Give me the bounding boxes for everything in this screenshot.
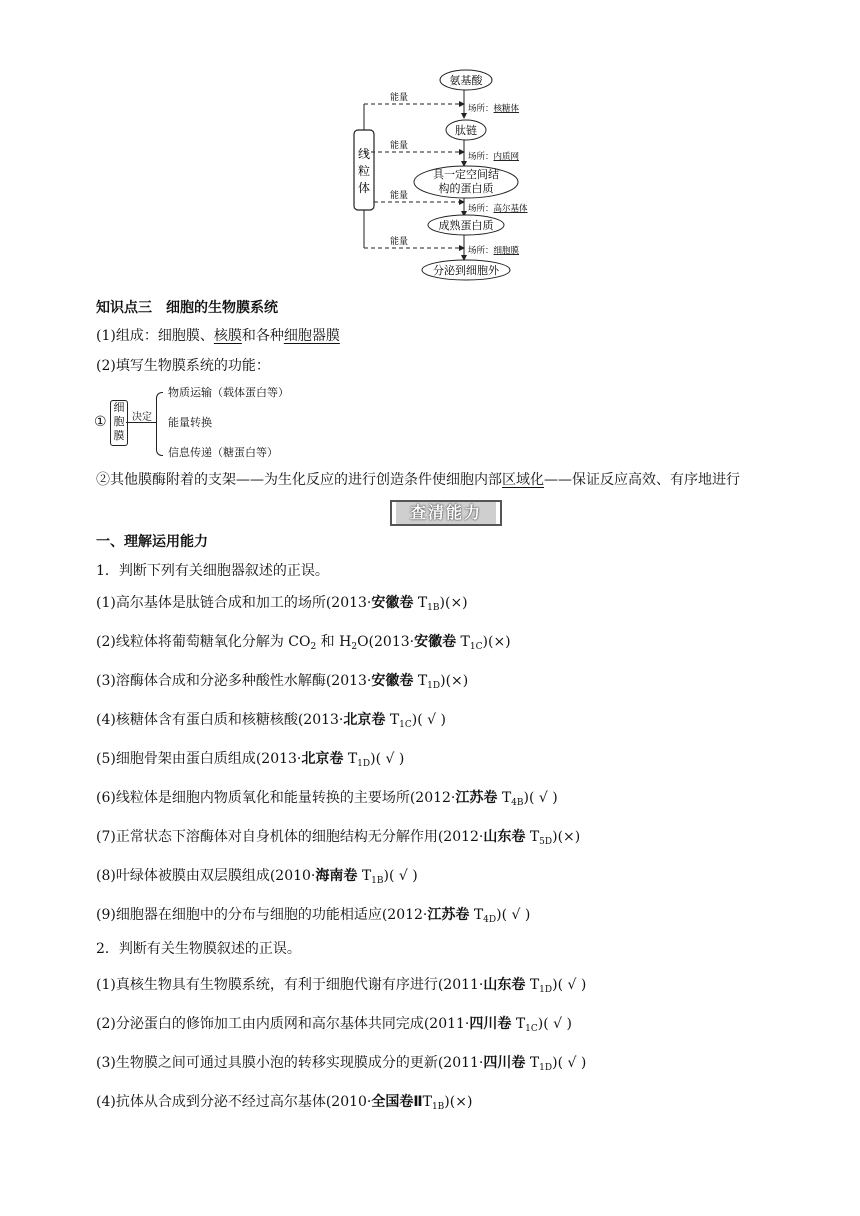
- mature-protein-text: 成熟蛋白质: [438, 219, 494, 232]
- protein-secretion-diagram: [340, 62, 560, 284]
- judgement-item: (3)生物膜之间可通过具膜小泡的转移实现膜成分的更新(2011·四川卷 $T_{1D}$)( √ ): [96, 1055, 587, 1073]
- secretion-text: 分泌到细胞外: [433, 264, 499, 277]
- func-item: 能量转换: [168, 416, 212, 429]
- folded-protein-text-2: 构的蛋白质: [438, 182, 494, 195]
- judgement-item: (2)线粒体将葡萄糖氧化分解为 $CO_2$ 和 $H_2O(2013\cdot$安徽卷 $T_{1C})(\times)$: [96, 634, 511, 652]
- composition-line: (1)组成：细胞膜、核膜和各种细胞器膜: [96, 328, 340, 344]
- function-title: (2)填写生物膜系统的功能：: [96, 358, 270, 374]
- peptide-text: 肽链: [455, 124, 477, 137]
- judgement-item: (1)高尔基体是肽链合成和加工的场所(2013·安徽卷 $T_{1B})(\times)$: [96, 595, 468, 613]
- judgement-item: (5)细胞骨架由蛋白质组成(2013·北京卷 $T_{1D}$)( √ ): [96, 751, 405, 769]
- judgement-item: (2)分泌蛋白的修饰加工由内质网和高尔基体共同完成(2011·四川卷 $T_{1C}$)( √ ): [96, 1016, 573, 1034]
- energy-label: 能量: [390, 191, 409, 201]
- energy-label: 能量: [390, 237, 409, 247]
- site-label: 场所：高尔基体: [468, 204, 528, 214]
- part-heading: 一、理解运用能力: [96, 534, 208, 550]
- membrane-box: 细 胞 膜: [110, 400, 128, 446]
- func-item: 信息传递（糖蛋白等）: [168, 446, 278, 459]
- judgement-item: (3)溶酶体合成和分泌多种酸性水解酶(2013·安徽卷 $T_{1D})(\times)$: [96, 673, 469, 691]
- judgement-item: (7)正常状态下溶酶体对自身机体的细胞结构无分解作用(2012·山东卷 $T_{5D})(\times)$: [96, 829, 581, 847]
- judgement-item: (4)抗体从合成到分泌不经过高尔基体(2010·全国卷$ⅡT_{1B})(\times)$: [96, 1094, 473, 1112]
- section-badge: 查清能力: [396, 500, 496, 526]
- judgement-item: (1)真核生物具有生物膜系统，有利于细胞代谢有序进行(2011·山东卷 $T_{1D}$)( √ ): [96, 977, 587, 995]
- judgement-item: (4)核糖体含有蛋白质和核糖核酸(2013·北京卷 $T_{1C}$)( √ ): [96, 712, 447, 730]
- other-membrane-line: ②其他膜酶附着的支架——为生化反应的进行创造条件使细胞内部区域化——保证反应高效、有序地进行: [96, 472, 740, 488]
- site-label: 场所：内质网: [468, 152, 520, 162]
- judgement-item: (6)线粒体是细胞内物质氧化和能量转换的主要场所(2012·江苏卷 $T_{4B}$)( √ ): [96, 790, 558, 808]
- blank-answer: 区域化: [502, 472, 544, 488]
- energy-label: 能量: [390, 93, 409, 103]
- func-item: 物质运输（载体蛋白等）: [168, 386, 289, 399]
- site-label: 场所：细胞膜: [468, 246, 520, 256]
- judgement-item: (9)细胞器在细胞中的分布与细胞的功能相适应(2012·江苏卷 $T_{4D}$)( √ ): [96, 907, 531, 925]
- question-title: 1．判断下列有关细胞器叙述的正误。: [96, 563, 329, 579]
- judgement-item: (8)叶绿体被膜由双层膜组成(2010·海南卷 $T_{1B}$)( √ ): [96, 868, 418, 886]
- energy-label: 能量: [390, 141, 409, 151]
- site-label: 场所：核糖体: [468, 104, 520, 114]
- mitochondria-label-3: 体: [357, 181, 371, 195]
- question-title: 2．判断有关生物膜叙述的正误。: [96, 941, 301, 957]
- mitochondria-label-1: 线: [357, 147, 371, 161]
- function-diagram: ① 细 胞 膜 决定 物质运输（载体蛋白等） 能量转换 信息传递（糖蛋白等）: [94, 386, 289, 459]
- amino-acid-text: 氨基酸: [449, 74, 483, 87]
- blank-answer: 细胞器膜: [283, 328, 340, 344]
- section-title: 知识点三 细胞的生物膜系统: [96, 300, 278, 316]
- mitochondria-label-2: 粒: [357, 164, 371, 178]
- blank-answer: 核膜: [213, 328, 242, 344]
- folded-protein-text-1: 具一定空间结: [433, 168, 499, 181]
